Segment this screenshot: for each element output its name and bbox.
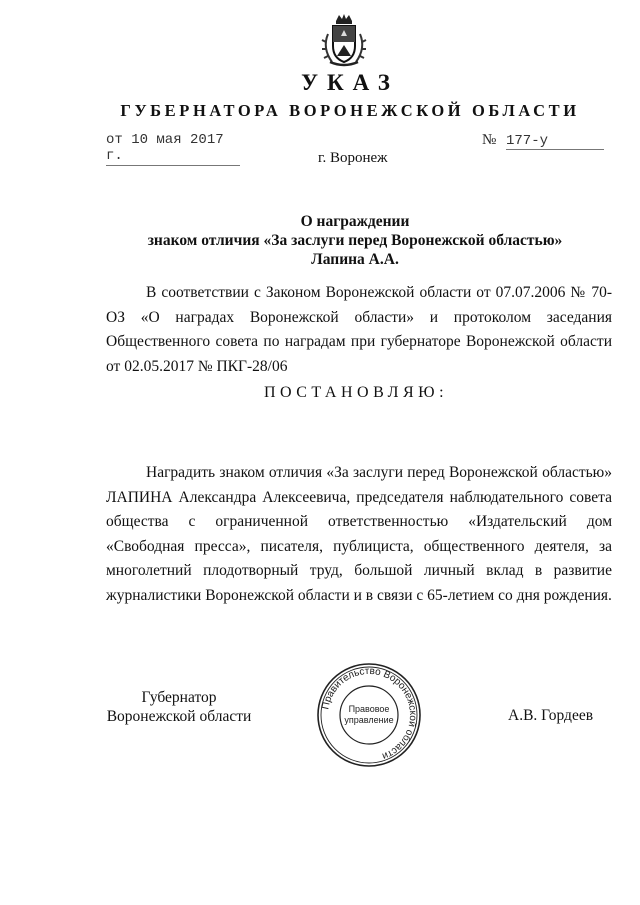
signer-role-line-2: Воронежской области (106, 708, 252, 725)
signer-name: А.В. Гордеев (508, 707, 594, 724)
stamp-ring-text: Правительство Воронежской области (320, 665, 419, 762)
document-issuer: ГУБЕРНАТОРА ВОРОНЕЖСКОЙ ОБЛАСТИ (120, 101, 580, 120)
decree-date: от 10 мая 2017 г. (106, 132, 240, 166)
coat-of-arms-icon (314, 12, 374, 72)
subject-line-3: Лапина А.А. (311, 251, 399, 268)
decree-word: ПОСТАНОВЛЯЮ: (263, 384, 449, 401)
document-type-title: УКАЗ (301, 70, 399, 95)
official-stamp (316, 662, 422, 768)
subject-line-1: О награждении (300, 213, 410, 230)
preamble-paragraph: В соответствии с Законом Воронежской области от 07.07.2006 № 70-ОЗ «О наградах Воронежской области» и протоколом заседания Общественного совета по наградам при губернаторе Воронежской области от 02.05.2017 № ПКГ-28/06 (106, 284, 612, 375)
number-sign: № (482, 132, 497, 148)
signer-role-line-1: Губернатор (141, 689, 217, 706)
signer-position (104, 688, 254, 726)
decree-number: 177-у (506, 133, 604, 150)
city-line: г. Воронеж (318, 150, 388, 166)
decree-subject (0, 212, 640, 269)
stamp-center-line-1: Правовое (348, 704, 390, 714)
decree-number-field (482, 132, 606, 150)
stamp-center-line-2: управление (344, 715, 394, 725)
subject-line-2: знаком отличия «За заслуги перед Воронежской областью» (147, 232, 563, 249)
award-paragraph: Наградить знаком отличия «За заслуги перед Воронежской областью» ЛАПИНА Александра Алексеевича, председателя наблюдательного совета общества с ограниченной ответственностью «Издательский дом «Свободная пресса», писателя, публициста, общественного деятеля, за многолетний плодотворный труд, большой личный вклад в развитие журналистики Воронежской области и в связи с 65-летием со дня рождения. (106, 464, 612, 604)
